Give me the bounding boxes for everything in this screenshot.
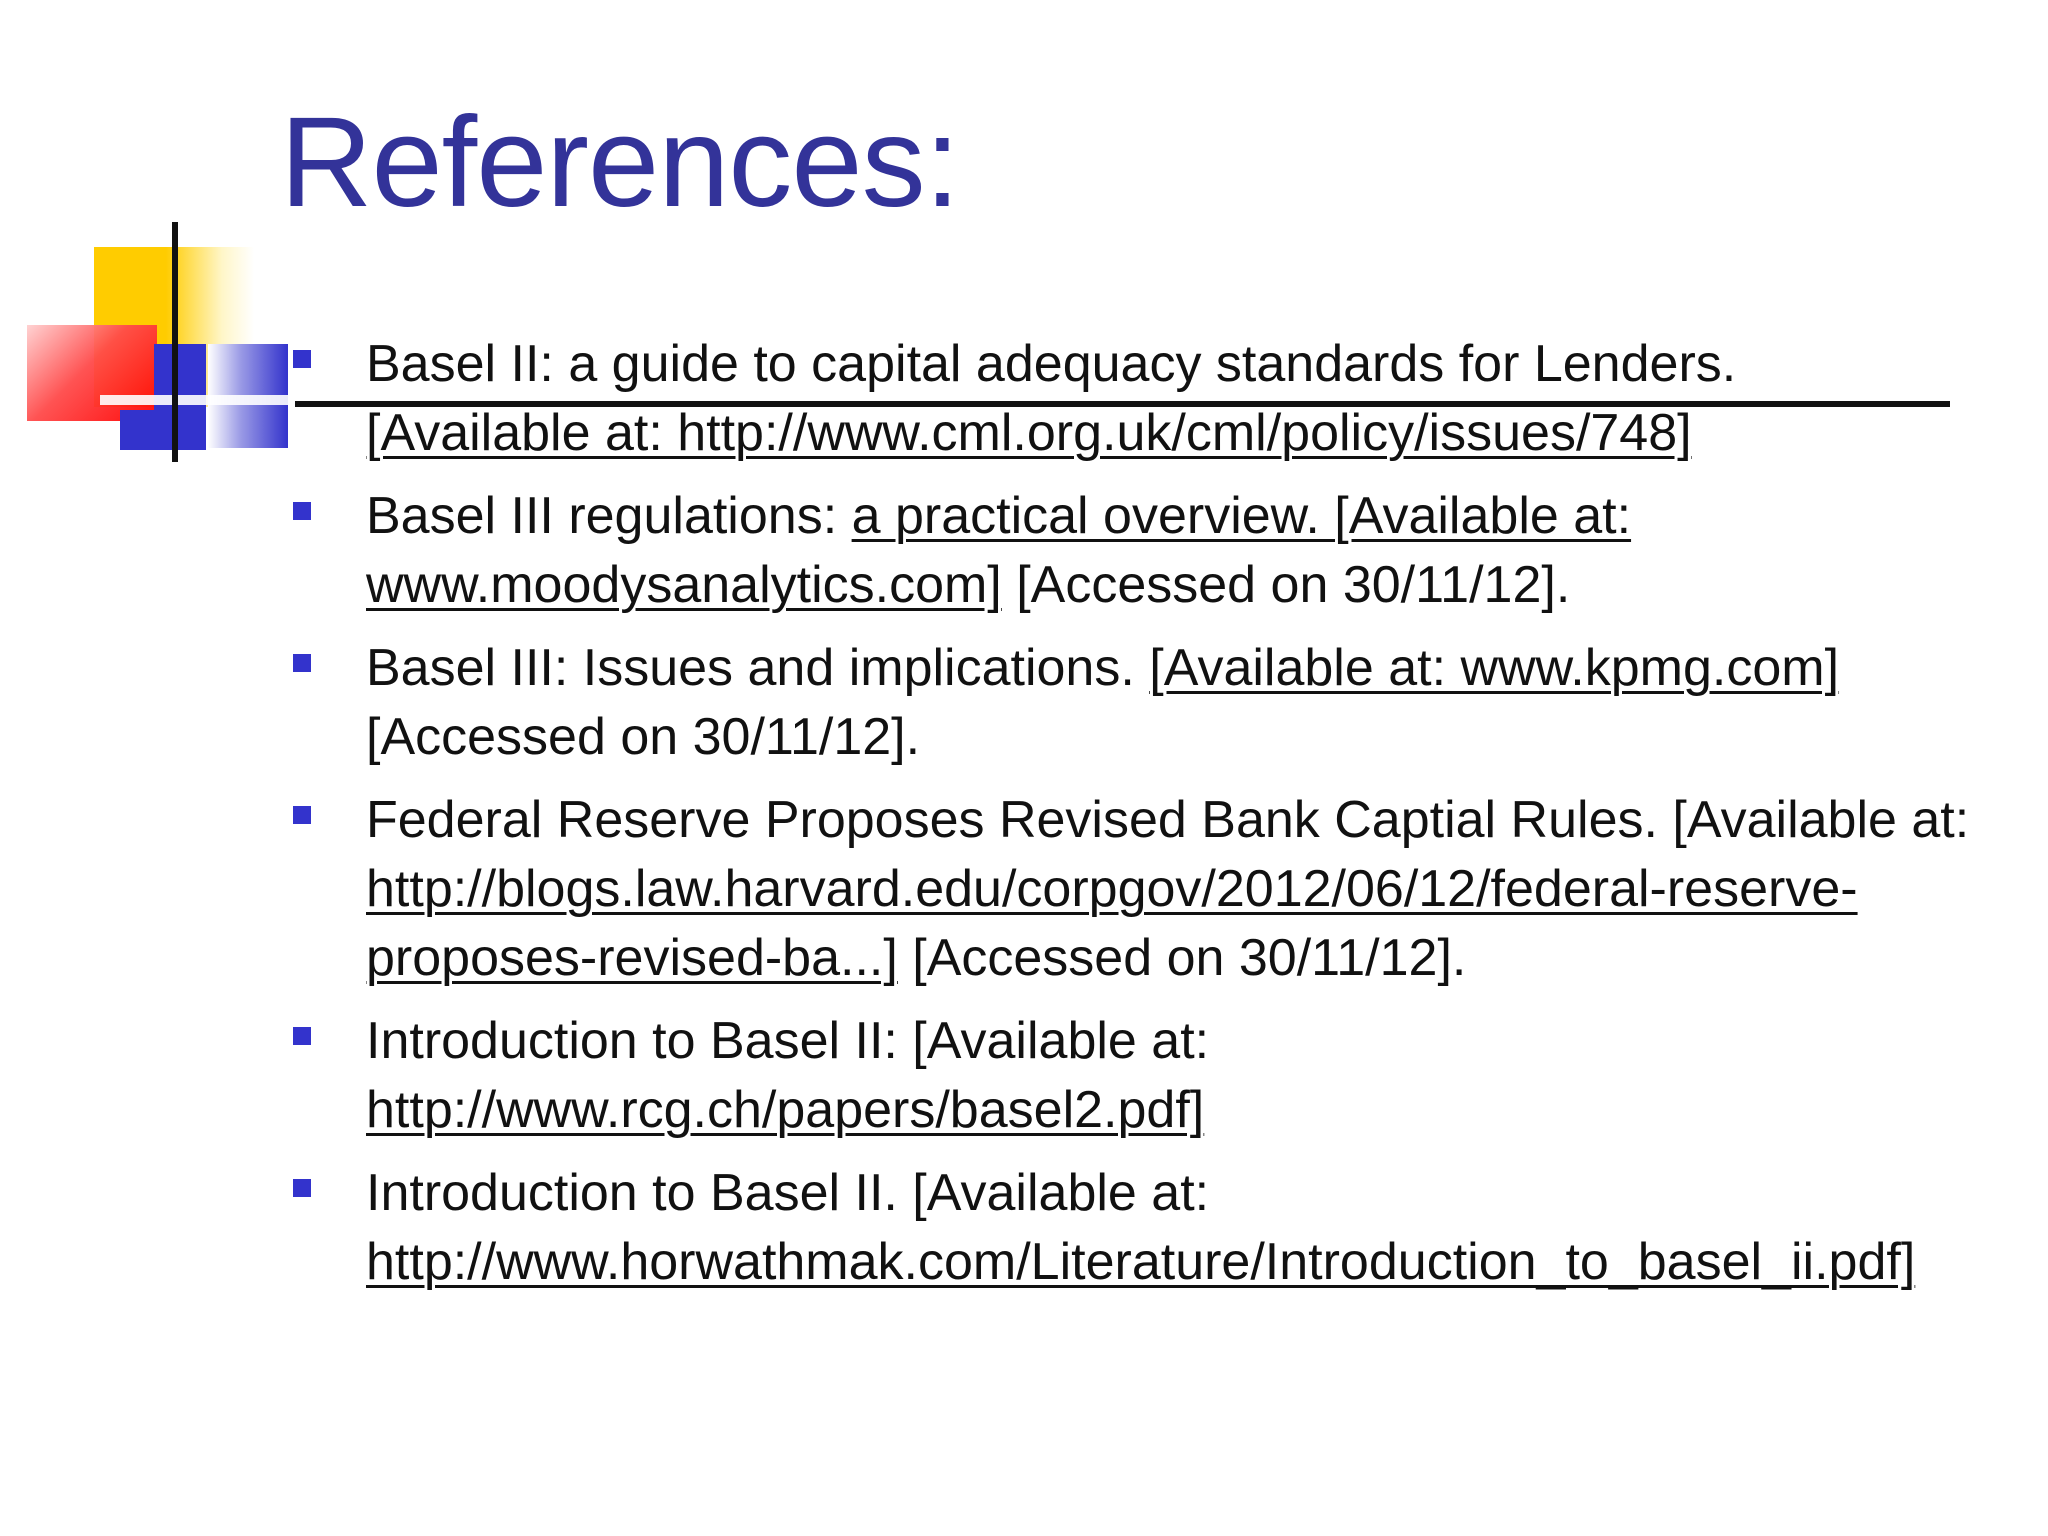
reference-title: Introduction to Basel II: [Available at: xyxy=(366,1012,1210,1070)
white-line-decoration xyxy=(100,395,290,405)
reference-item xyxy=(290,786,2010,993)
reference-title: Basel III: Issues and implications. xyxy=(366,639,1150,697)
reference-link[interactable]: [Available at: http://www.cml.org.uk/cml/policy/issues/748] xyxy=(366,404,1692,462)
vertical-line-decoration xyxy=(172,222,178,462)
red-square-decoration xyxy=(27,325,157,421)
reference-link[interactable]: a practical overview. [Available at: www.moodysanalytics.com] xyxy=(366,487,1632,614)
reference-title: Basel II: a guide to capital adequacy standards for Lenders. xyxy=(366,335,1737,393)
reference-item xyxy=(290,634,2010,772)
reference-link[interactable]: http://www.horwathmak.com/Literature/Introduction_to_basel_ii.pdf] xyxy=(366,1233,1916,1291)
reference-title: Basel III regulations: xyxy=(366,487,852,545)
reference-item xyxy=(290,330,2010,468)
reference-item xyxy=(290,1007,2010,1145)
square-bullet-icon xyxy=(293,350,311,368)
reference-title: Federal Reserve Proposes Revised Bank Captial Rules. [Available at: xyxy=(366,791,1970,849)
reference-link[interactable]: http://www.rcg.ch/papers/basel2.pdf] xyxy=(366,1081,1205,1139)
reference-link[interactable]: http://blogs.law.harvard.edu/corpgov/2012/06/12/federal-reserve-proposes-revised-ba...] xyxy=(366,860,1858,987)
square-bullet-icon xyxy=(293,1027,311,1045)
blue-bar-decoration xyxy=(120,410,206,450)
square-bullet-icon xyxy=(293,502,311,520)
square-bullet-icon xyxy=(293,654,311,672)
reference-list xyxy=(290,330,2010,1311)
reference-link[interactable]: [Available at: www.kpmg.com] xyxy=(1149,639,1840,697)
reference-title: Introduction to Basel II. [Available at: xyxy=(366,1164,1210,1222)
reference-accessed: [Accessed on 30/11/12]. xyxy=(366,708,921,766)
reference-item xyxy=(290,1159,2010,1297)
slide-title: References: xyxy=(280,91,960,234)
reference-accessed: [Accessed on 30/11/12]. xyxy=(897,929,1467,987)
reference-item xyxy=(290,482,2010,620)
square-bullet-icon xyxy=(293,1179,311,1197)
reference-accessed: [Accessed on 30/11/12]. xyxy=(1001,556,1571,614)
square-bullet-icon xyxy=(293,806,311,824)
